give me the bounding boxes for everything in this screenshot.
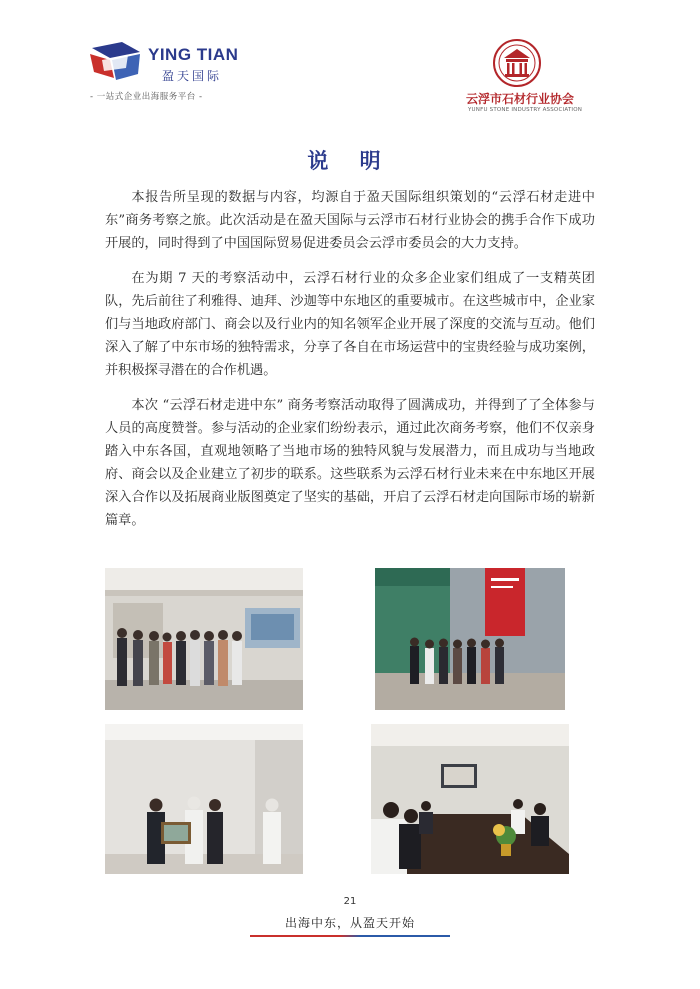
photo-group-office	[105, 568, 303, 710]
photo-group-exterior	[375, 568, 565, 710]
body-text	[105, 186, 595, 544]
footer-slogan: 出海中东，从盈天开始	[284, 916, 415, 930]
brand-tagline: - 一站式企业出海服务平台 -	[90, 92, 203, 102]
paragraph-1: 本报告所呈现的数据与内容，均源自于盈天国际组织策划的“云浮石材走进中东”商务考察之旅。此次活动是在盈天国际与云浮市石材行业协会的携手合作下成功开展的，同时得到了中国国际贸易促进委员会云浮市委员会的大力支持。	[105, 190, 595, 251]
yingtian-logo	[88, 40, 248, 106]
association-logo	[462, 38, 582, 118]
association-seal-icon	[492, 38, 542, 88]
association-english-name: YUNFU STONE INDUSTRY ASSOCIATION	[468, 107, 583, 113]
paragraph-2: 在为期 7 天的考察活动中，云浮石材行业的众多企业家们组成了一支精英团队，先后前往了利雅得、迪拜、沙迦等中东地区的重要城市。在这些城市中，企业家们与当地政府部门、商会以及行业内的知名领军企业开展了深度的交流与互动。他们深入了解了中东市场的独特需求，分享了各自在市场运营中的宝贵经验与成功案例，并积极探寻潜在的合作机遇。	[105, 271, 595, 378]
photo-meeting-room	[371, 724, 569, 874]
photo-gift-presentation	[105, 724, 303, 874]
paragraph-3: 本次 “云浮石材走进中东” 商务考察活动取得了圆满成功，并得到了了全体参与人员的高度赞誉。参与活动的企业家们纷纷表示，通过此次商务考察，他们不仅亲身踏入中东各国，直观地领略了当地市场的独特风貌与发展潜力，而且成功与当地政府、商会以及企业建立了初步的联系。这些联系为云浮石材行业未来在中东地区开展深入合作以及拓展商业版图奠定了坚实的基础，开启了云浮石材走向国际市场的崭新篇章。	[105, 398, 595, 528]
footer-divider	[250, 935, 450, 937]
page-title: 说 明	[307, 149, 393, 173]
brand-chinese-name: 盈天国际	[162, 69, 223, 83]
yingtian-mark-icon	[88, 40, 144, 84]
page-number: 21	[343, 896, 357, 907]
brand-english-name: YING TIAN	[148, 45, 239, 64]
association-chinese-name: 云浮市石材行业协会	[466, 92, 575, 106]
